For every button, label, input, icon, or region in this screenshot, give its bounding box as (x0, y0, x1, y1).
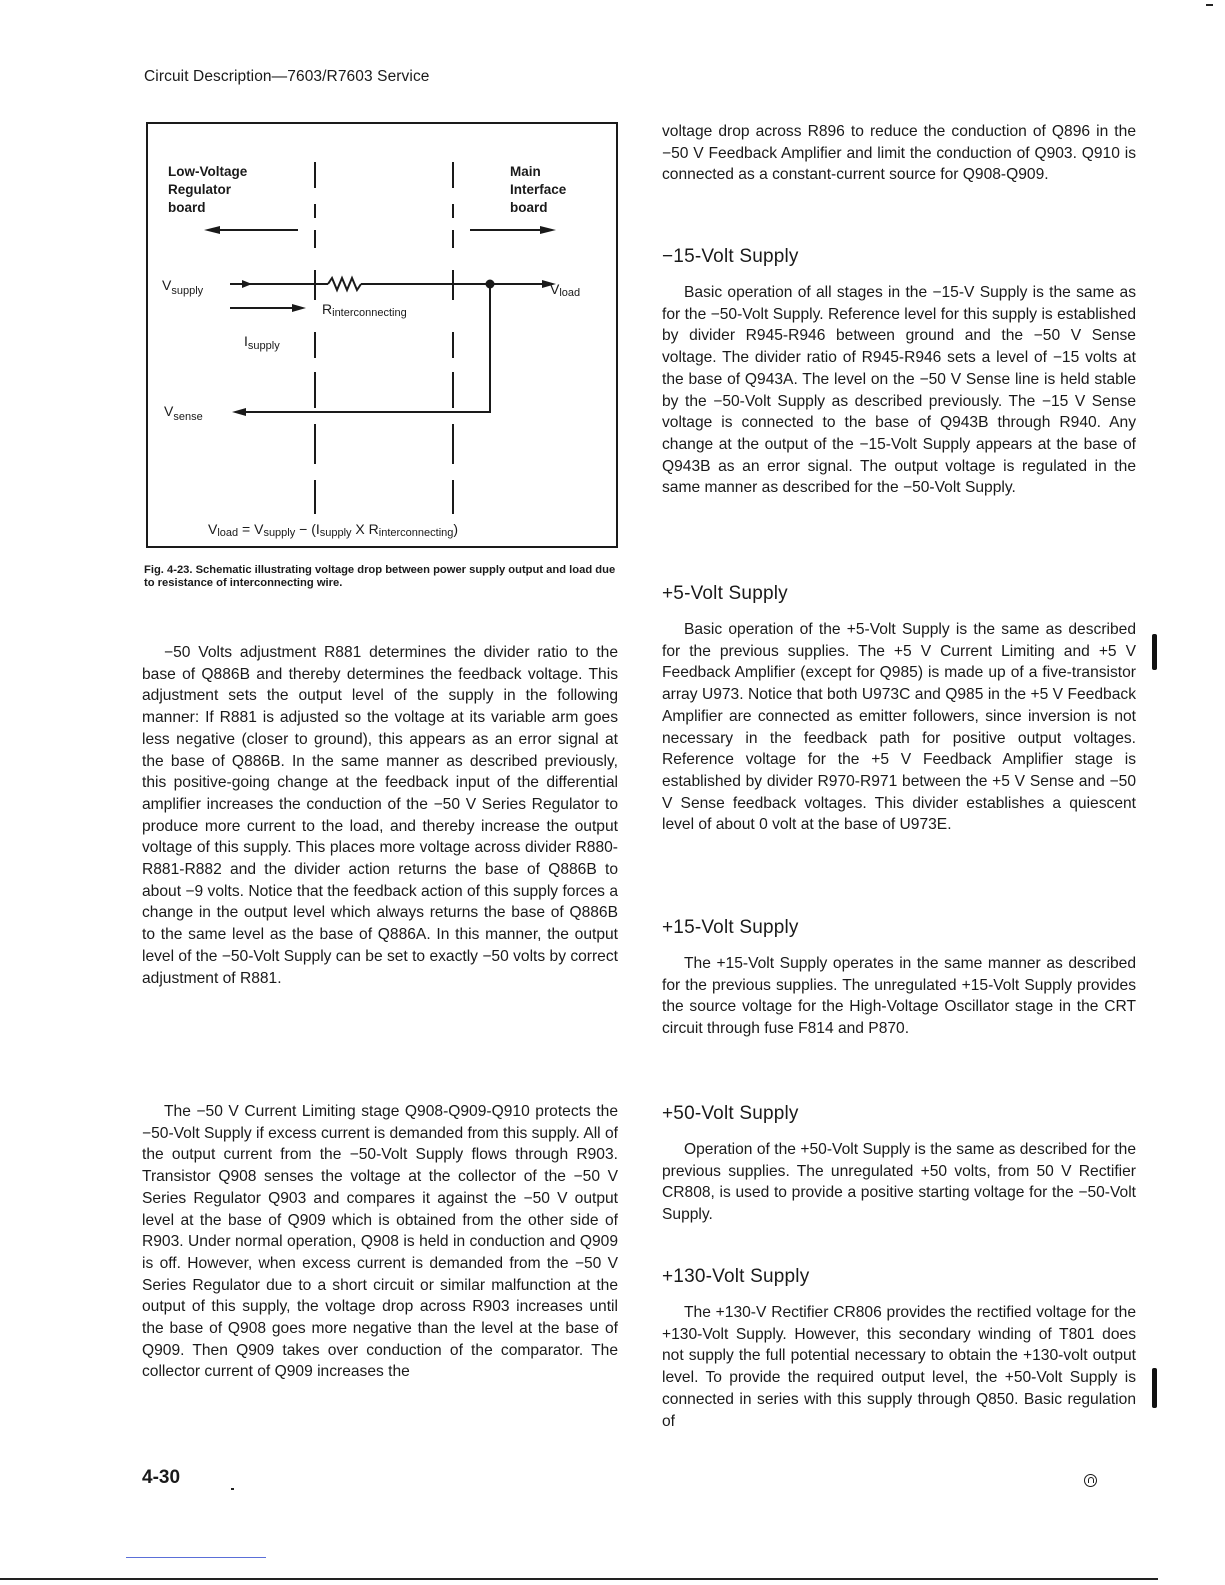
section-body: Basic operation of the +5-Volt Supply is the same as described for the previous supplies. The +5 V Current Limiting and +5 V Feedback Amplifier (except for Q985) is made up of a five-transistor array U973. Notice that both U973C and Q985 in the +5 V Feedback Amplifier are connected as emitter followers, since inversion is not necessary in the feedback path for positive output voltages. Reference voltage for the +5 V Feedback Amplifier stage is established by divider R970-R971 between the +5 V Sense and −50 V Sense feedback voltages. This divider establishes a quiescent level of about 0 volt at the base of U973E. (662, 621, 1136, 834)
section-body: The +130-V Rectifier CR806 provides the rectified voltage for the +130-Volt Supply. However, this secondary winding of T801 does not supply the full potential necessary to obtain the +130-volt output level. To provide the required output level, the +50-Volt Supply is connected in series with this supply through Q850. Basic regulation of (662, 1304, 1136, 1430)
section-heading: +5-Volt Supply (662, 583, 788, 604)
tektronix-logo-icon (1084, 1474, 1097, 1487)
page-number: 4-30 (142, 1467, 181, 1488)
section-heading: +130-Volt Supply (662, 1266, 810, 1287)
vload-label: Vload (550, 281, 581, 299)
section-heading: +50-Volt Supply (662, 1103, 799, 1124)
current-arrowhead (292, 304, 306, 312)
section-plus-15v (662, 916, 1136, 1040)
paragraph-50v-adjustment: −50 Volts adjustment R881 determines the divider ratio to the base of Q886B and thereby determines the feedback voltage. This adjustment sets the output level of the supply in the following manner: If R881 is adjusted so the voltage at its variable arm goes less negative (closer to ground), this appears as an error signal at the base of Q886B. In the same manner as described previously, this positive-going change at the feedback input of the differential amplifier increases the conduction of the −50 V Series Regulator to produce more current to the load, and thereby increase the output voltage of this supply. This places more voltage across divider R880-R881-R882 and the divider action returns the base of Q886B to about −9 volts. Notice that the feedback action of this supply forces a change in the output level which always returns the base of Q886B to the same level as the base of Q886A. In this manner, the output level of the −50-Volt Supply can be set to exactly −50 volts by correct adjustment of R881. (142, 644, 618, 987)
section-body: Basic operation of all stages in the −15-V Supply is the same as for the −50-Volt Supply. Reference level for this supply is established by divider R945-R946 between ground and the −50 V Sense voltage. The divider ratio of R945-R946 sets a level of −15 volts at the base of Q943A. The level on the −50 V Sense line is held stable by the −50-Volt Supply as described previously. The −15 V Sense voltage is connected to the base of Q943B through R940. Any change at the output of the −15-Volt Supply appears at the base of Q943B as an error signal. The output voltage is regulated in the same manner as described for the −50-Volt Supply. (662, 284, 1136, 497)
section-plus-50v (662, 1102, 1136, 1226)
change-bar (1152, 1368, 1157, 1408)
section-heading: +15-Volt Supply (662, 917, 799, 938)
running-header: Circuit Description—7603/R7603 Service (144, 68, 430, 85)
corner-mark (1206, 4, 1213, 6)
supply-wire (230, 278, 548, 290)
section-plus-5v (662, 582, 1136, 836)
paragraph-continuation: voltage drop across R896 to reduce the conduction of Q896 in the −50 V Feedback Amplifier and limit the conduction of Q903. Q910 is connected as a constant-current source for Q908-Q909. (662, 123, 1136, 184)
figure-caption: Fig. 4-23. Schematic illustrating voltage drop between power supply output and load due to resistance of interconnecting wire. (144, 564, 616, 589)
bottom-link-line (126, 1557, 266, 1558)
change-bar (1152, 634, 1157, 670)
vsense-arrowhead (232, 408, 246, 416)
section-minus-15v (662, 245, 1136, 499)
isupply-label: $I_{supply}$ (244, 333, 280, 352)
schematic-figure (146, 122, 618, 548)
section-body: Operation of the +50-Volt Supply is the same as described for the previous supplies. The unregulated +50 volts, from 50 V Rectifier CR808, is used to provide a positive starting voltage for the −50-Volt Supply. (662, 1141, 1136, 1224)
voltage-drop-equation: Vload = Vsupply − (Isupply X Rinterconnecting) (208, 521, 459, 539)
stray-mark (231, 1488, 234, 1490)
section-plus-130v (662, 1265, 1136, 1432)
right-arrowhead (540, 226, 556, 234)
vsupply-arrowhead (242, 280, 252, 288)
section-heading: −15-Volt Supply (662, 246, 799, 267)
right-board-label: Main Interface board (510, 164, 567, 215)
left-arrowhead (204, 226, 220, 234)
rinterconnecting-label: Rinterconnecting (322, 301, 407, 319)
vsupply-label: $V_{supply}$ (162, 277, 204, 297)
left-column-paragraph-2 (142, 1101, 618, 1383)
left-board-label: Low-Voltage Regulator board (168, 164, 248, 215)
schematic-diagram (148, 124, 620, 550)
bottom-rule (0, 1578, 1158, 1580)
paragraph-current-limiting: The −50 V Current Limiting stage Q908-Q909-Q910 protects the −50-Volt Supply if excess current is demanded from this supply. All of the output current from the −50-Volt Supply flows through R903. Transistor Q908 senses the voltage at the collector of the −50 V Series Regulator Q903 and compares it against the −50 V output level at the base of Q909 which is obtained from the other side of R903. Under normal operation, Q908 is held in conduction and Q909 is off. However, when excess current is demanded from the −50 V Series Regulator due to a short circuit or similar malfunction at the output of this supply, the voltage drop across R903 increases until the base of Q908 goes more negative than the level at the base of Q909. Then Q909 takes over conduction of the comparator. The collector current of Q909 increases the (142, 1103, 618, 1381)
vsense-label: $V_{sense}$ (164, 403, 203, 423)
right-column-continuation (662, 121, 1136, 186)
section-body: The +15-Volt Supply operates in the same manner as described for the previous supplies. The unregulated +15-Volt Supply provides the source voltage for the High-Voltage Oscillator stage in the CRT circuit through fuse F814 and P870. (662, 955, 1136, 1038)
board-boundary-lines (315, 162, 453, 514)
left-column-paragraph-1 (142, 642, 618, 989)
